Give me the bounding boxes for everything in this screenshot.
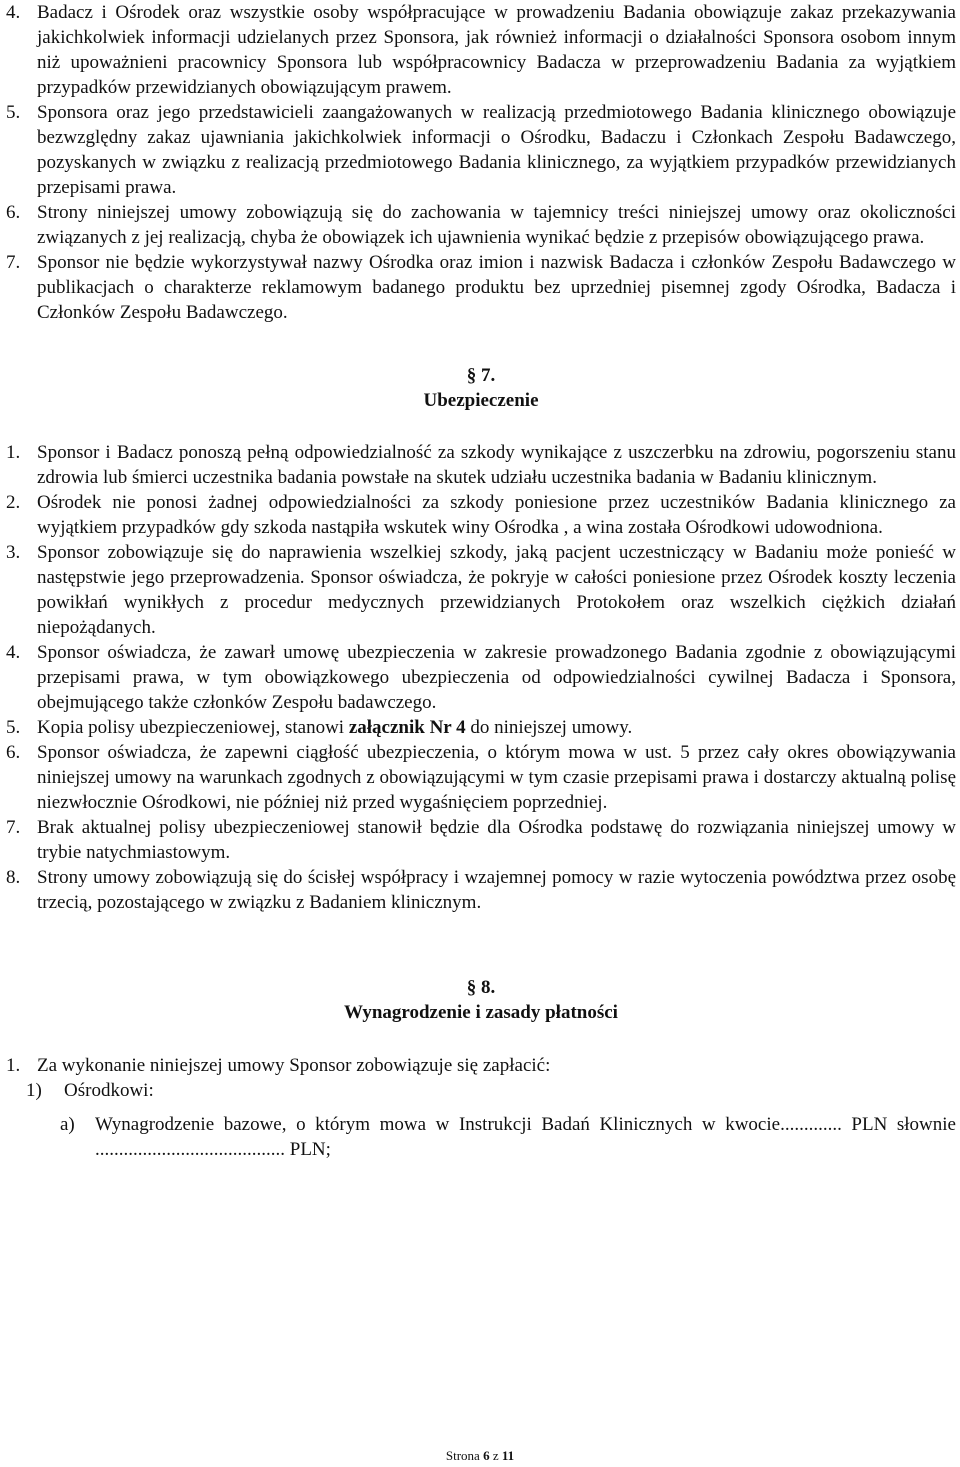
item-number: 4. (6, 642, 21, 663)
sub-sub-list-item (6, 1112, 956, 1162)
section7-heading (6, 363, 956, 413)
list-item (6, 440, 956, 490)
item-number: 5. (6, 102, 21, 123)
item-text: Sponsor oświadcza, że zapewni ciągłość ubezpieczenia, o którym mowa w ust. 5 przez cały okres obowiązywania niniejszej umowy na warunkach zgodnych z obowiązującymi w tym czasie przepisami prawa i dostarczy aktualną polisę niezwłocznie Ośrodkowi, nie później niż przed wygaśnięciem poprzedniej. (37, 742, 956, 813)
section-number: § 7. (466, 365, 496, 386)
item-number: 7. (6, 252, 21, 273)
item-text: Za wykonanie niniejszej umowy Sponsor zobowiązuje się zapłacić: (37, 1055, 551, 1076)
item-number: 6. (6, 742, 21, 763)
item-number: 1. (6, 442, 21, 463)
footer-total-pages: 11 (501, 1448, 515, 1463)
section7-list (6, 440, 956, 915)
sub-sub-item-number: a) (60, 1114, 75, 1135)
list-item (6, 865, 956, 915)
item-text-before: Kopia polisy ubezpieczeniowej, stanowi (37, 717, 349, 738)
item-number: 1. (6, 1055, 21, 1076)
list-item (6, 1053, 956, 1078)
sub-sub-item-text: Wynagrodzenie bazowe, o którym mowa w Instrukcji Badań Klinicznych w kwocie............. PLN słownie ........................................ PLN; (95, 1114, 956, 1160)
footer-label: Strona (445, 1448, 480, 1463)
item-text: Sponsor zobowiązuje się do naprawienia wszelkiej szkody, jaką pacjent uczestniczący w Badaniu może ponieść w następstwie jego przeprowadzenia. Sponsor oświadcza, że pokryje w całości poniesione przez Ośrodek koszty leczenia powikłań wynikłych z procedur medycznych przewidzianych Protokołem oraz wszelkich ciężkich działań niepożądanych. (37, 542, 956, 638)
item-text: Strony umowy zobowiązują się do ścisłej współpracy i wzajemnej pomocy w razie wytoczenia powództwa przez osobę trzecią, pozostającego w związku z Badaniem klinicznym. (37, 867, 956, 913)
item-number: 6. (6, 202, 21, 223)
item-text: Sponsor nie będzie wykorzystywał nazwy Ośrodka oraz imion i nazwisk Badacza i członków Zespołu Badawczego w publikacjach o charakterze reklamowym badanego produktu bez uprzedniej pisemnej zgody Ośrodka, Badacza i Członków Zespołu Badawczego. (37, 252, 956, 323)
item-number: 8. (6, 867, 21, 888)
item-text-after: do niniejszej umowy. (465, 717, 633, 738)
list-item (6, 200, 956, 250)
attachment-reference: załącznik Nr 4 (348, 717, 466, 738)
list-item (6, 740, 956, 815)
item-number: 2. (6, 492, 21, 513)
footer-page-number: 6 (483, 1448, 490, 1463)
sub-item-number: 1) (26, 1080, 42, 1101)
item-text: Sponsor oświadcza, że zawarł umowę ubezpieczenia w zakresie prowadzonego Badania zgodnie z obowiązującymi przepisami prawa, w tym obowiązkowego ubezpieczenia od odpowiedzialności cywilnej Badacza i Sponsora, obejmującego także członków Zespołu badawczego. (37, 642, 956, 713)
section8-heading (6, 975, 956, 1025)
section-title: Wynagrodzenie i zasady płatności (344, 1002, 618, 1023)
section6-tail-list (6, 0, 956, 325)
item-number: 4. (6, 2, 21, 23)
item-text: Ośrodek nie ponosi żadnej odpowiedzialności za szkody poniesione przez uczestników Badania klinicznego za wyjątkiem przypadków gdy szkoda nastąpiła wskutek winy Ośrodka , a wina została Ośrodkowi udowodniona. (37, 492, 956, 538)
page-footer (0, 1448, 960, 1464)
footer-separator: z (492, 1448, 499, 1463)
sub-item-text: Ośrodkowi: (64, 1080, 154, 1101)
list-item (6, 815, 956, 865)
list-item (6, 715, 956, 740)
item-text: Strony niniejszej umowy zobowiązują się do zachowania w tajemnicy treści niniejszej umowy oraz okoliczności związanych z jej realizacją, chyba że obowiązek ich ujawnienia wynikać będzie z przepisów obowiązującego prawa. (37, 202, 956, 248)
list-item (6, 250, 956, 325)
sub-list-item (6, 1078, 956, 1103)
list-item (6, 490, 956, 540)
item-text: Sponsora oraz jego przedstawicieli zaangażowanych w realizacją przedmiotowego Badania klinicznego obowiązuje bezwzględny zakaz ujawniania jakichkolwiek informacji o Ośrodku, Badaczu i Członkach Zespołu Badawczego, pozyskanych w związku z realizacją przedmiotowego Badania klinicznego, za wyjątkiem przypadków przewidzianych przepisami prawa. (37, 102, 956, 198)
item-text: Sponsor i Badacz ponoszą pełną odpowiedzialność za szkody wynikające z uszczerbku na zdrowiu, pogorszeniu stanu zdrowia lub śmierci uczestnika badania powstałe na skutek udziału uczestnika badania w Badaniu klinicznym. (37, 442, 956, 488)
item-text: Brak aktualnej polisy ubezpieczeniowej stanowił będzie dla Ośrodka podstawę do rozwiązania niniejszej umowy w trybie natychmiastowym. (37, 817, 956, 863)
item-text: Badacz i Ośrodek oraz wszystkie osoby współpracujące w prowadzeniu Badania obowiązuje zakaz przekazywania jakichkolwiek informacji udzielanych przez Sponsora, jak również informacji o działalności Sponsora osobom innym niż upoważnieni pracownicy Sponsora lub współpracownicy Badacza w przeprowadzeniu Badania za wyjątkiem przypadków przewidzianych obowiązującym prawem. (37, 2, 956, 98)
list-item (6, 540, 956, 640)
list-item (6, 100, 956, 200)
section-title: Ubezpieczenie (423, 390, 539, 411)
list-item (6, 640, 956, 715)
item-number: 5. (6, 717, 21, 738)
list-item (6, 0, 956, 100)
item-number: 3. (6, 542, 21, 563)
item-number: 7. (6, 817, 21, 838)
section-number: § 8. (466, 977, 496, 998)
